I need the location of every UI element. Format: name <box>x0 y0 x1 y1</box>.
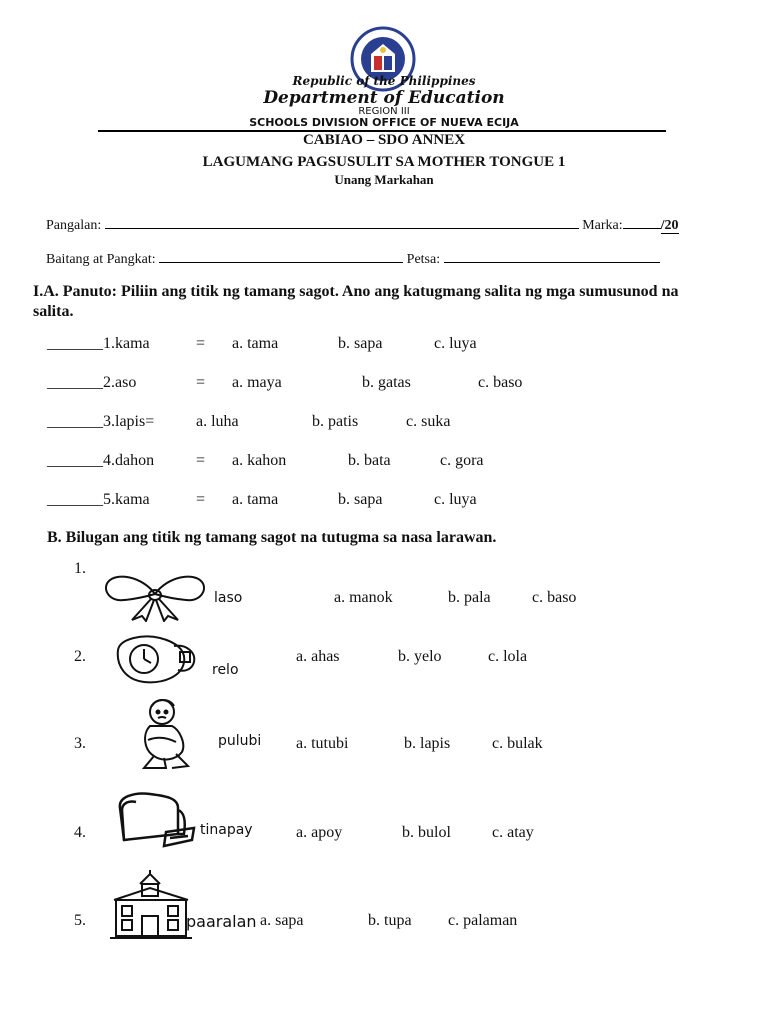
partA-equals: = <box>196 452 206 469</box>
partB-picture-word: laso <box>214 590 243 606</box>
wristwatch-icon <box>114 632 208 692</box>
name-label: Pangalan: <box>46 218 105 233</box>
name-field[interactable] <box>105 214 579 229</box>
partB-option-a: a. ahas <box>296 648 340 665</box>
partA-option-a: a. tama <box>232 335 279 352</box>
bread-loaf-icon <box>114 790 198 852</box>
ribbon-bow-icon <box>102 570 208 622</box>
beggar-child-icon <box>136 696 214 772</box>
partA-question: _______1.kama <box>47 335 150 352</box>
division-text: SCHOOLS DIVISION OFFICE OF NUEVA ECIJA <box>249 116 519 129</box>
partA-instruction-line2: salita. <box>33 303 74 320</box>
partB-option-c: c. bulak <box>492 735 543 752</box>
partA-option-c: c. gora <box>440 452 484 469</box>
region-text: REGION III <box>358 106 410 117</box>
score-field[interactable] <box>623 214 661 229</box>
score-label: Marka <box>582 218 619 233</box>
page-title: LAGUMANG PAGSUSULIT SA MOTHER TONGUE 1 <box>202 154 566 170</box>
partB-option-b: b. lapis <box>404 735 451 752</box>
partA-equals: = <box>196 374 206 391</box>
partB-instruction: B. Bilugan ang titik ng tamang sagot na tutugma sa nasa larawan. <box>47 529 497 546</box>
date-field[interactable] <box>444 248 660 263</box>
school-name: CABIAO – SDO ANNEX <box>302 132 466 148</box>
partB-option-c: c. palaman <box>448 912 518 929</box>
partA-option-c: c. luya <box>434 335 477 352</box>
partB-option-b: b. yelo <box>398 648 442 665</box>
department-text: Department of Education <box>263 88 505 108</box>
partB-option-c: c. atay <box>492 824 534 841</box>
date-label: Petsa: <box>406 252 444 267</box>
page-subtitle: Unang Markahan <box>334 172 434 187</box>
partA-instruction-line1: I.A. Panuto: Piliin ang titik ng tamang sagot. Ano ang katugmang salita ng mga sumusunod na <box>33 283 679 300</box>
partA-option-a: a. kahon <box>232 452 287 469</box>
partA-option-c: c. baso <box>478 374 523 391</box>
partB-option-a: a. sapa <box>260 912 304 929</box>
partA-option-b: b. patis <box>312 413 359 430</box>
partA-option-a: a. maya <box>232 374 282 391</box>
partA-option-b: b. bata <box>348 452 391 469</box>
partB-number: 4. <box>74 824 86 841</box>
score-total: /20 <box>660 218 679 233</box>
partA-equals: = <box>196 335 206 352</box>
grade-row <box>46 248 660 268</box>
partB-option-a: a. apoy <box>296 824 343 841</box>
name-row: Pangalan: Marka: /20 <box>46 214 679 234</box>
partA-option-b: b. gatas <box>362 374 411 391</box>
partA-question: _______5.kama <box>47 491 150 508</box>
partB-picture-word: pulubi <box>218 733 262 749</box>
partA-equals: = <box>196 491 206 508</box>
partB-number: 5. <box>74 912 86 929</box>
partB-number: 2. <box>74 648 86 665</box>
republic-text: Republic of the Philippines <box>292 74 476 88</box>
grade-field[interactable] <box>159 248 403 263</box>
partB-picture-word: tinapay <box>200 822 253 838</box>
partA-option-a: a. tama <box>232 491 279 508</box>
partA-option-a: a. luha <box>196 413 239 430</box>
partA-question: _______4.dahon <box>47 452 155 469</box>
partA-question: _______3.lapis= <box>47 413 155 430</box>
partB-option-a: a. tutubi <box>296 735 349 752</box>
partA-question: _______2.aso <box>47 374 137 391</box>
partB-option-b: b. tupa <box>368 912 412 929</box>
partA-option-c: c. luya <box>434 491 477 508</box>
partA-option-b: b. sapa <box>338 491 383 508</box>
partB-option-b: b. bulol <box>402 824 451 841</box>
partB-picture-word: paaralan <box>186 912 257 931</box>
partB-option-b: b. pala <box>448 589 491 606</box>
partB-number: 3. <box>74 735 86 752</box>
partB-option-c: c. lola <box>488 648 528 665</box>
partA-option-b: b. sapa <box>338 335 383 352</box>
partB-number: 1. <box>74 560 86 577</box>
partB-option-a: a. manok <box>334 589 393 606</box>
partB-picture-word: relo <box>212 662 239 678</box>
grade-label: Baitang at Pangkat: <box>46 252 160 267</box>
partA-option-c: c. suka <box>406 413 451 430</box>
partB-option-c: c. baso <box>532 589 577 606</box>
school-building-icon <box>106 870 196 942</box>
